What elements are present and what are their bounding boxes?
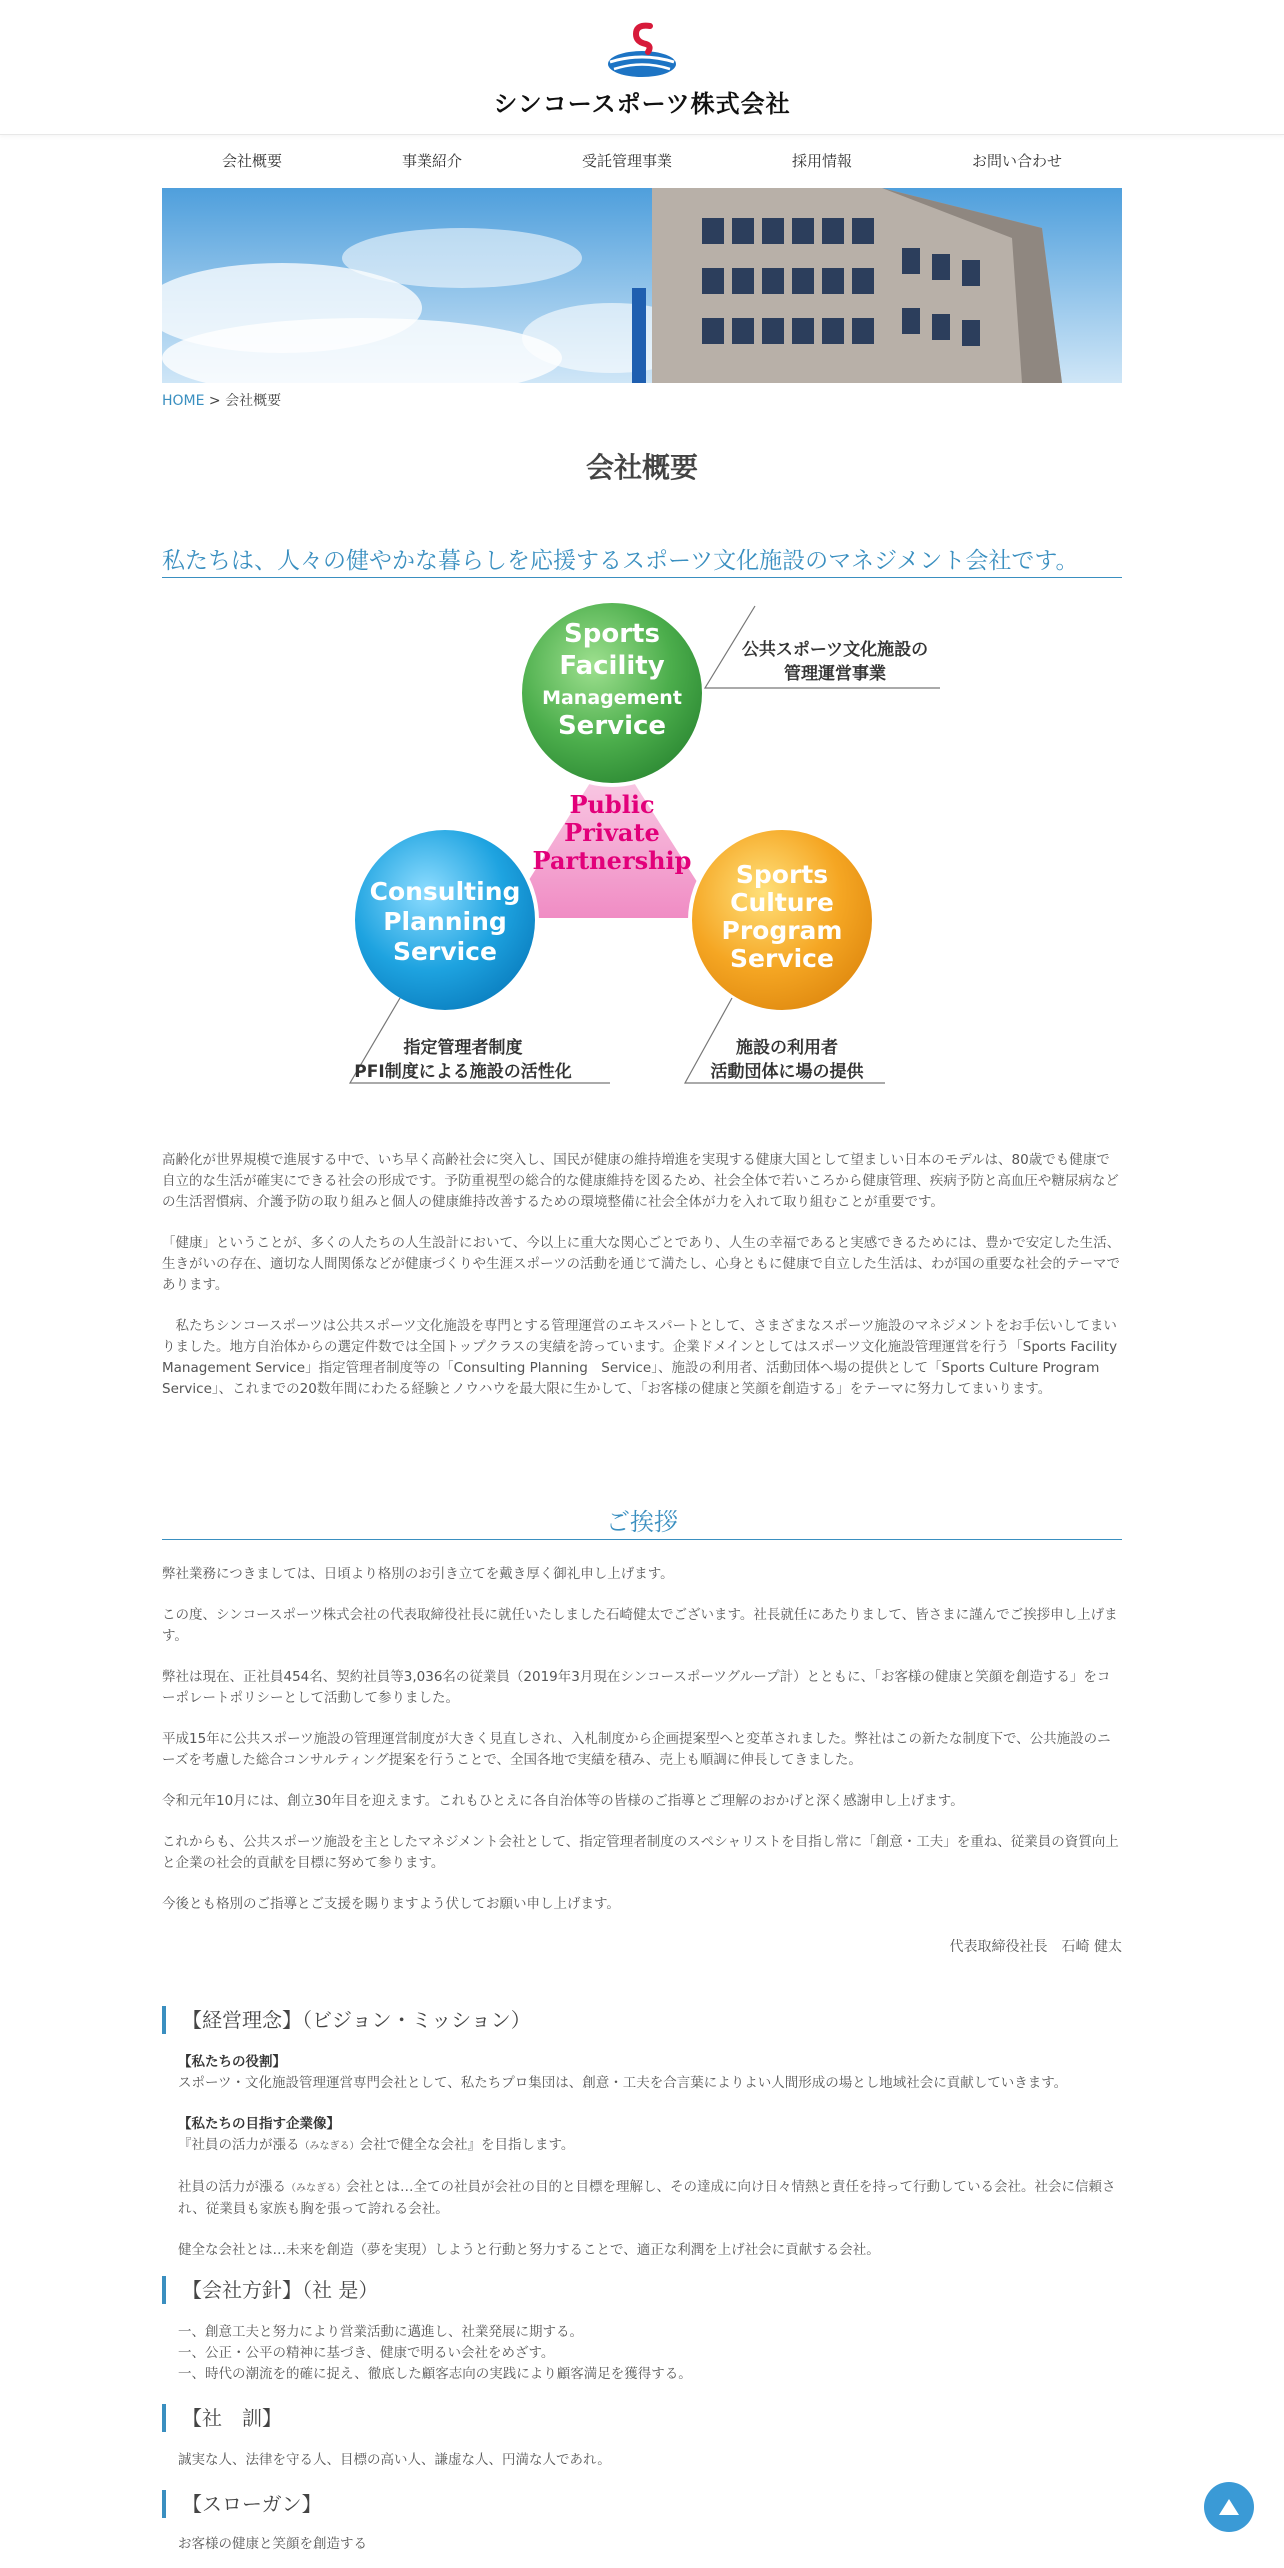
greeting-paragraph: 今後とも格別のご指導とご支援を賜りますよう伏してお願い申し上げます。: [162, 1896, 620, 1912]
motto-heading: 【社 訓】: [162, 2404, 282, 2432]
svg-text:Service: Service: [557, 711, 667, 741]
nav-item-contact[interactable]: お問い合わせ: [971, 151, 1062, 170]
site-header: [0, 0, 1284, 135]
policy-list: [178, 2322, 1122, 2385]
hero-image: [162, 188, 1122, 383]
vibrant-company-post: 会社とは…全ての社員が会社の目的と目標を理解し、その達成に向け日々情熱と責任を持って行動している会社。社会に信頼され、従業員も家族も胸を張って誇れる会社。: [178, 2179, 1116, 2217]
slogan-heading: 【スローガン】: [162, 2490, 322, 2518]
svg-text:Partnership: Partnership: [532, 846, 692, 875]
svg-text:Service: Service: [730, 944, 834, 973]
nav-item-recruit[interactable]: 採用情報: [791, 151, 852, 170]
center-label: [533, 790, 692, 875]
tagline-heading: 私たちは、人々の健やかな暮らしを応援するスポーツ文化施設のマネジメント会社です。: [162, 542, 1122, 578]
svg-text:Private: Private: [564, 818, 660, 847]
goal-text-post: 会社で健全な会社』を目指します。: [359, 2137, 575, 2153]
company-name[interactable]: シンコースポーツ株式会社: [493, 90, 791, 118]
policy-item: 一、公正・公平の精神に基づき、健康で明るい会社をめざす。: [178, 2345, 555, 2361]
svg-text:Culture: Culture: [730, 888, 834, 917]
company-logo-icon[interactable]: [606, 22, 678, 80]
page-title: 会社概要: [585, 451, 698, 484]
slogan-text: お客様の健康と笑顔を創造する: [178, 2536, 367, 2552]
nav-item-company[interactable]: 会社概要: [221, 151, 282, 170]
svg-text:Consulting: Consulting: [369, 877, 521, 906]
greeting-paragraph: これからも、公共スポーツ施設を主としたマネジメント会社として、指定管理者制度のスペシャリストを目指し常に「創意・工夫」を重ね、従業員の資質向上と企業の社会的貢献を目標に努めて参ります。: [162, 1834, 1119, 1871]
greeting-paragraph: この度、シンコースポーツ株式会社の代表取締役社長に就任いたしました石崎健太でございます。社長就任にあたりまして、皆さまに謹んでご挨拶申し上げます。: [162, 1607, 1118, 1644]
philosophy-heading: 【経営理念】（ビジョン・ミッション）: [162, 2006, 531, 2034]
label-left-line1: 指定管理者制度: [403, 1038, 523, 1058]
breadcrumb-home-link[interactable]: HOME: [162, 393, 205, 409]
greeting-paragraph: 弊社は現在、正社員454名、契約社員等3,036名の従業員（2019年3月現在シンコースポーツグループ計）とともに、「お客様の健康と笑顔を創造する」をコーポレートポリシーとして活動して参りました。: [162, 1669, 1111, 1706]
svg-text:Planning: Planning: [383, 907, 507, 936]
goal-ruby: （みなぎる）: [299, 2141, 360, 2152]
breadcrumb-separator: >: [204, 393, 226, 409]
greeting-paragraph: 弊社業務につきましては、日頃より格別のお引き立てを戴き厚く御礼申し上げます。: [162, 1566, 674, 1582]
breadcrumb: [162, 390, 281, 410]
role-text: スポーツ・文化施設管理運営専門会社として、私たちプロ集団は、創意・工夫を合言葉によりよい人間形成の場とし地域社会に貢献していきます。: [178, 2075, 1068, 2091]
label-right-line2: 活動団体に場の提供: [710, 1062, 864, 1082]
label-top-line2: 管理運営事業: [784, 664, 886, 684]
intro-paragraph-2: 「健康」ということが、多くの人たちの人生設計において、今以上に重大な関心ごとであり、人生の幸福であると実感できるためには、豊かで安定した生活、生きがいの存在、適切な人間関係などが健康づくりや生涯スポーツの活動を通じて満たし、心身ともに健康で自立した生活は、わが国の重要な社会的テーマであります。: [162, 1235, 1121, 1293]
svg-text:Facility: Facility: [559, 651, 665, 681]
back-to-top-button[interactable]: [1204, 2482, 1254, 2532]
svg-text:Management: Management: [542, 687, 682, 709]
vibrant-company-pre: 社員の活力が漲る: [178, 2179, 286, 2195]
motto-text: 誠実な人、法律を守る人、目標の高い人、謙虚な人、円満な人であれ。: [178, 2452, 611, 2468]
svg-text:Sports: Sports: [564, 619, 660, 649]
right-circle-text: [722, 860, 843, 973]
svg-text:Program: Program: [721, 916, 843, 945]
ppp-diagram: [340, 598, 940, 1098]
intro-text: [162, 1150, 1122, 1420]
label-right-line1: 施設の利用者: [736, 1038, 838, 1058]
nav-item-business[interactable]: 事業紹介: [401, 151, 462, 170]
policy-item: 一、時代の潮流を的確に捉え、徹底した顧客志向の実践により顧客満足を獲得する。: [178, 2366, 692, 2382]
greeting-text: [162, 1564, 1122, 1935]
svg-text:Sports: Sports: [735, 860, 829, 889]
goal-heading: 【私たちの目指す企業像】: [178, 2116, 340, 2132]
greeting-paragraph: 令和元年10月には、創立30年目を迎えます。これもひとえに各自治体等の皆様のご指導とご理解のおかげと深く感謝申し上げます。: [162, 1793, 964, 1809]
arrow-up-icon: [1217, 2497, 1241, 2517]
svg-text:Public: Public: [569, 790, 655, 819]
label-left-line2: PFI制度による施設の活性化: [354, 1062, 572, 1082]
vibrant-company-ruby: （みなぎる）: [286, 2183, 346, 2194]
policy-heading: 【会社方針】（社 是）: [162, 2276, 378, 2304]
breadcrumb-current: 会社概要: [225, 393, 282, 409]
main-nav: [162, 134, 1122, 186]
intro-paragraph-1: 高齢化が世界規模で進展する中で、いち早く高齢社会に突入し、国民が健康の維持増進を実現する健康大国として望ましい日本のモデルは、80歳でも健康で自立的な生活が確実にできる社会の形成です。予防重視型の総合的な健康維持を図るため、社会全体で若いころから健康管理、疾病予防と高血圧や糖尿病などの生活習慣病、介護予防の取り組みと個人の健康維持改善するための環境整備に社会全体が力を入れて取り組むことが重要です。: [162, 1152, 1119, 1210]
policy-item: 一、創意工夫と努力により営業活動に邁進し、社業発展に期する。: [178, 2324, 583, 2340]
greeting-heading: ご挨拶: [162, 1502, 1122, 1540]
goal-text-pre: 『社員の活力が漲る: [178, 2137, 300, 2153]
ceo-signature: 代表取締役社長 石崎 健太: [949, 1939, 1122, 1955]
philosophy-text: [178, 2052, 1122, 2281]
nav-item-contract-management[interactable]: 受託管理事業: [581, 151, 672, 170]
svg-text:Service: Service: [393, 937, 497, 966]
intro-paragraph-3: 私たちシンコースポーツは公共スポーツ文化施設を専門とする管理運営のエキスパートとして、さまざまなスポーツ施設のマネジメントをお手伝いしてまいりました。地方自治体からの選定件数では全国トップクラスの実績を誇っています。企業ドメインとしてはスポーツ文化施設管理運営を行う「Sports Facility Management Service」指定管理者制度等の「Consulting Planning Service」、施設の利用者、活動団体へ場の提供として「Sports Culture Program Service」、これまでの20数年間にわたる経験とノウハウを最大限に生かして、「お客様の健康と笑顔を創造する」をテーマに努力してまいります。: [162, 1318, 1118, 1397]
greeting-paragraph: 平成15年に公共スポーツ施設の管理運営制度が大きく見直しされ、入札制度から企画提案型へと変革されました。弊社はこの新たな制度下で、公共施設のニーズを考慮した総合コンサルティング提案を行うことで、全国各地で実績を積み、売上も順調に伸長してきました。: [162, 1731, 1111, 1768]
label-top-line1: 公共スポーツ文化施設の: [741, 640, 929, 660]
healthy-company-text: 健全な会社とは…未来を創造（夢を実現）しようと行動と努力することで、適正な利潤を上げ社会に貢献する会社。: [178, 2242, 880, 2258]
role-heading: 【私たちの役割】: [178, 2054, 286, 2070]
